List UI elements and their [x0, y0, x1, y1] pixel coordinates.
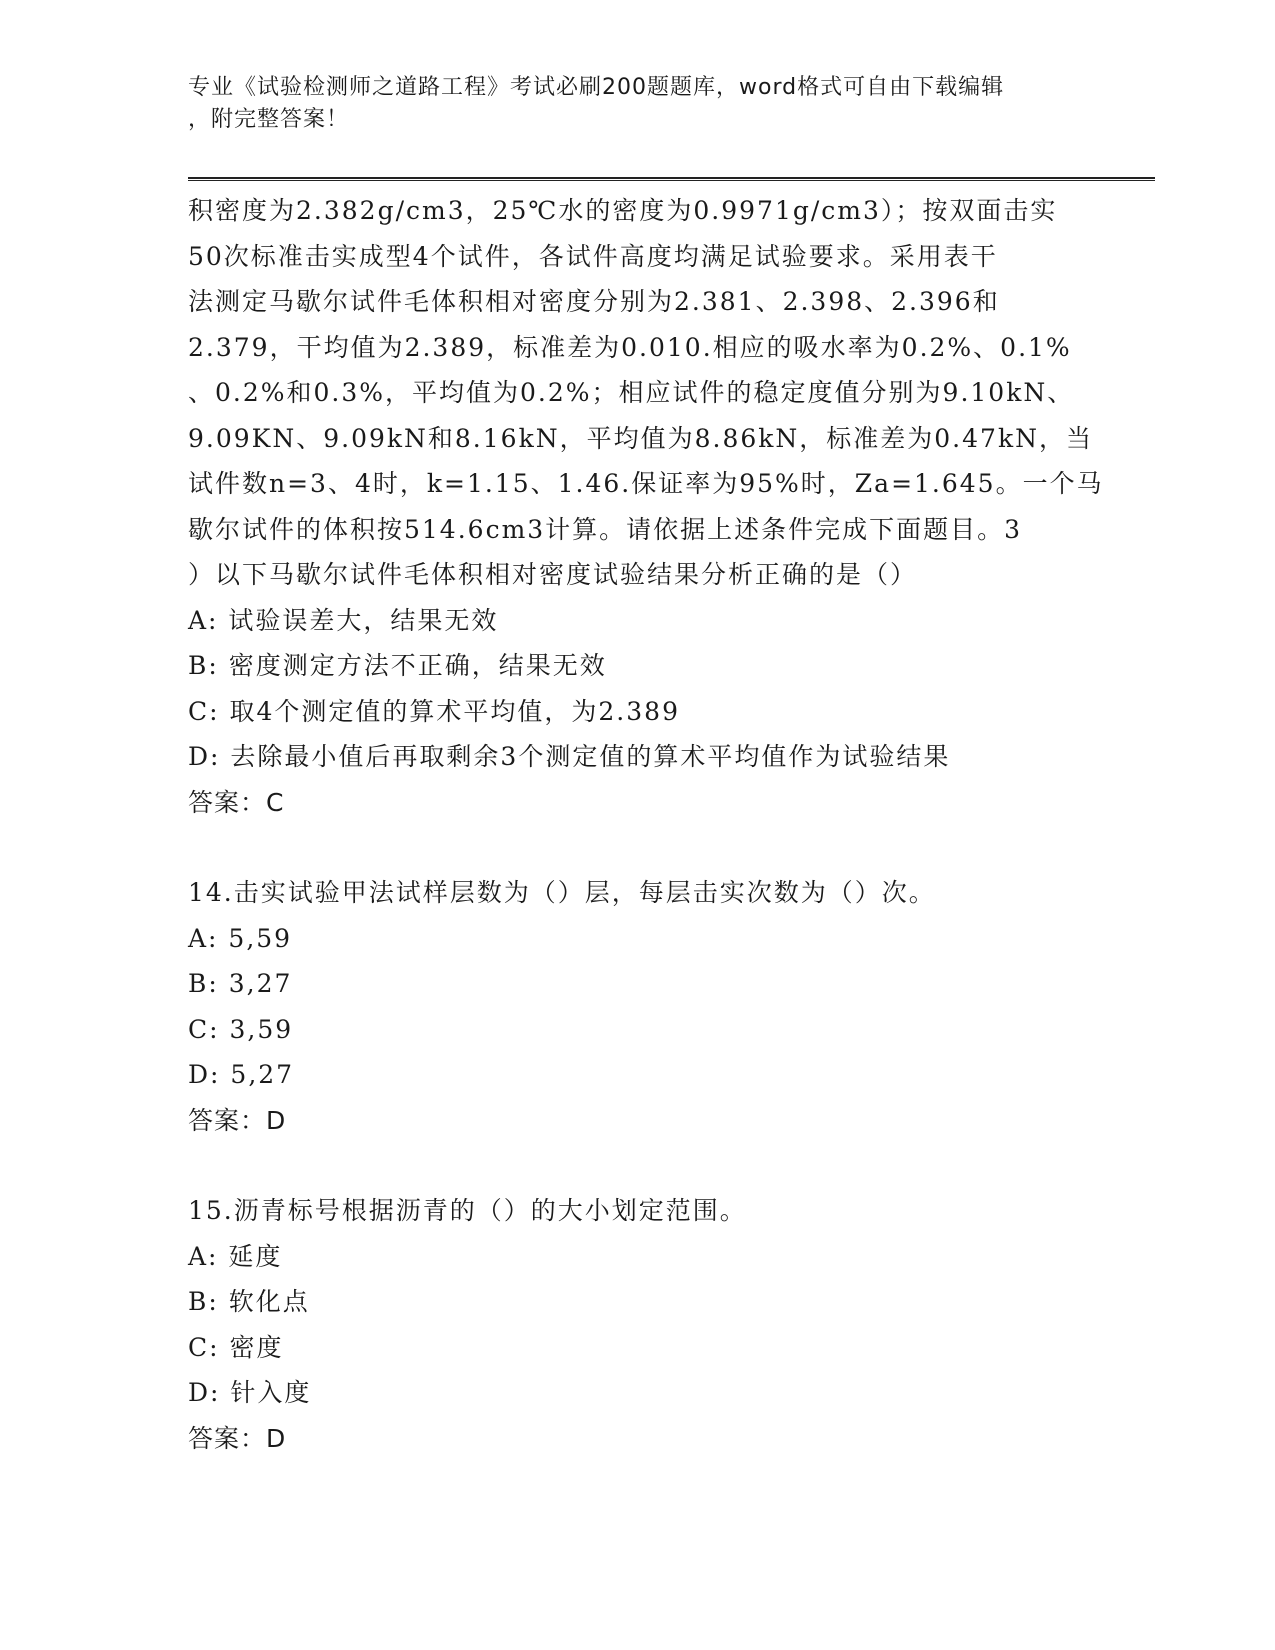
option-d: D: 针入度 [188, 1378, 312, 1407]
answer: 答案：D [188, 1423, 287, 1453]
option-c: C: 密度 [188, 1332, 284, 1362]
question-stem: 15.沥青标号根据沥青的（）的大小划定范围。 [188, 1196, 747, 1225]
option-d: D: 去除最小值后再取剩余3个测定值的算术平均值作为试验结果 [188, 742, 951, 771]
question-stem-line: 9.09KN、9.09kN和8.16kN，平均值为8.86kN，标准差为0.47kN，当 [188, 423, 1093, 453]
option-c: C: 取4个测定值的算术平均值，为2.389 [188, 696, 680, 726]
question-stem-line: 试件数n=3、4时，k=1.15、1.46.保证率为95%时，Za=1.645。一个马 [188, 469, 1104, 498]
spacer [188, 825, 1088, 870]
question-stem-line: 法测定马歇尔试件毛体积相对密度分别为2.381、2.398、2.396和 [188, 287, 1000, 316]
option-b: B: 3,27 [188, 969, 293, 998]
question-stem-line: 50次标准击实成型4个试件，各试件高度均满足试验要求。采用表干 [188, 241, 998, 271]
header-line-1: 专业《试验检测师之道路工程》考试必刷200题题库，word格式可自由下载编辑 [188, 75, 1005, 100]
question-13 [188, 188, 1104, 825]
option-d: D: 5,27 [188, 1060, 295, 1089]
header-line-2: ，附完整答案！ [188, 107, 350, 132]
option-a: A: 延度 [188, 1241, 283, 1271]
option-b: B: 软化点 [188, 1287, 310, 1316]
question-15 [188, 1188, 1088, 1461]
header-divider [188, 177, 1155, 181]
question-stem: 14.击实试验甲法试样层数为（）层，每层击实次数为（）次。 [188, 878, 936, 907]
page-header [188, 72, 1088, 136]
option-b: B: 密度测定方法不正确，结果无效 [188, 651, 607, 680]
answer: 答案：C [188, 787, 285, 817]
option-a: A: 5,59 [188, 923, 293, 953]
question-stem-line: 2.379，干均值为2.389，标准差为0.010.相应的吸水率为0.2%、0.1% [188, 332, 1072, 362]
option-a: A: 试验误差大，结果无效 [188, 605, 499, 635]
question-stem-line: 积密度为2.382g/cm3，25℃水的密度为0.9971g/cm3）；按双面击实 [188, 196, 1058, 225]
option-c: C: 3,59 [188, 1014, 294, 1044]
question-stem-line: ）以下马歇尔试件毛体积相对密度试验结果分析正确的是（） [188, 560, 918, 589]
spacer [188, 1143, 1088, 1188]
document-body [188, 188, 1104, 1461]
question-stem-line: 、0.2%和0.3%，平均值为0.2%；相应试件的稳定度值分别为9.10kN、 [188, 378, 1075, 407]
question-stem-line: 歇尔试件的体积按514.6cm3计算。请依据上述条件完成下面题目。3 [188, 514, 1023, 544]
question-14 [188, 870, 1088, 1143]
answer: 答案：D [188, 1105, 287, 1135]
